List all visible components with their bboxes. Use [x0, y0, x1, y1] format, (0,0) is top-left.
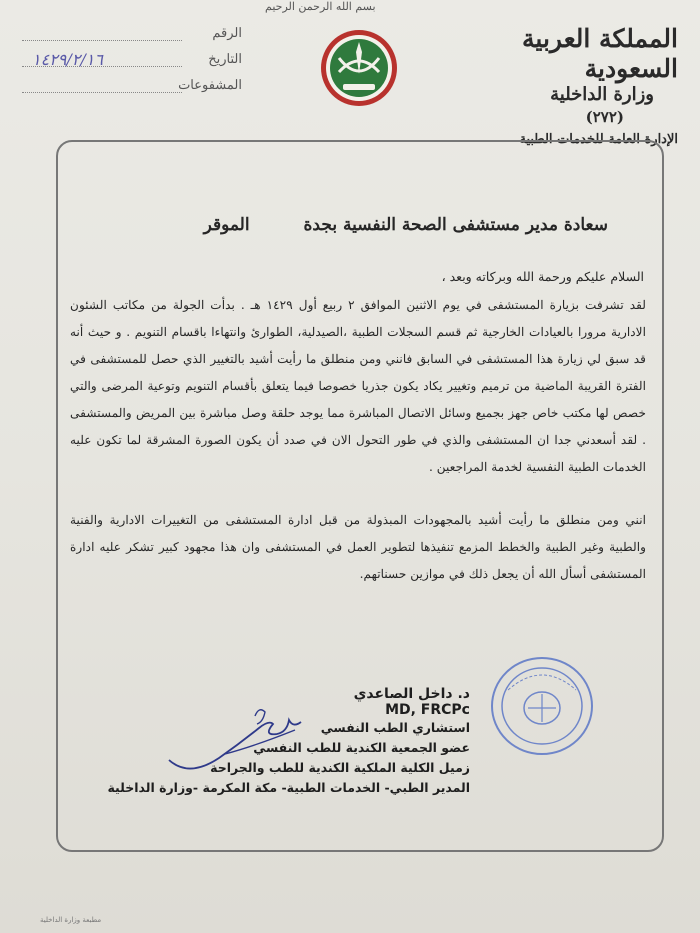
signer-title-4: المدير الطبي- الخدمات الطبية- مكة المكرمة -وزارة الداخلية [107, 780, 470, 795]
recipient: سعادة مدير مستشفى الصحة النفسية بجدة [303, 215, 608, 235]
saudi-emblem-icon [317, 28, 401, 108]
ministry-title: وزارة الداخلية [550, 84, 654, 105]
signer-title-1: استشاري الطب النفسي [320, 720, 470, 735]
department-title: الإدارة العامة للخدمات الطبية [519, 132, 678, 147]
kingdom-title: المملكة العربية السعودية [522, 24, 678, 83]
handwritten-date: ١٤٢٩/٢/١٦ [32, 50, 103, 69]
attachments-row [22, 78, 242, 104]
signer-degree: MD, FRCPc [385, 702, 470, 718]
date-row [22, 52, 242, 78]
honorific: الموقر [203, 215, 250, 235]
ref-dots [22, 40, 182, 41]
attachments-dots [22, 92, 182, 93]
letterhead-left [22, 26, 242, 104]
ministry-code: (٢٧٢) [585, 108, 624, 126]
basmala: بسم الله الرحمن الرحيم [265, 0, 376, 13]
paragraph-1: لقد تشرفت بزيارة المستشفى في يوم الاثنين الموافق ٢ ربيع أول ١٤٢٩ هـ . بدأت الجولة من مكاتب الشئون الادارية مرورا بالعيادات الخارجية ثم قسم السجلات الطبية ،الصيدلية، الطوارئ وانتهاءا باقسام التنويم . و حيث أنه قد سبق لي زيارة هذا المستشفى في السابق فانني ومن منطلق ما رأيت أشيد بالتغيير الذي حصل للمستشفى في الفترة القريبة الماضية من ترميم وتغيير يكاد يكون جذريا خصوصا فيما يتعلق بأقسام التنويم وتوعية المرضى والتي خصص لها مكتب خاص جهز بجميع وسائل الاتصال المباشرة مما يوجد حلقة وصل مباشرة بين المريض والمستشفى . لقد أسعدني جدا ان المستشفى والذي في طور التحول الان في صدد أن يكون الصورة المشرقة لما تكون عليه الخدمات الطبية النفسية لخدمة المراجعين . [70, 298, 646, 474]
attachments-label: المشفوعات [178, 78, 242, 93]
paragraph-2: انني ومن منطلق ما رأيت أشيد بالمجهودات المبذولة من قبل ادارة المستشفى من التغييرات الادارية والفنية والطبية وغير الطبية والخطط المزمع تنفيذها لتطوير العمل في المستشفى وان هذا مجهود كبير تشكر عليه ادارة المستشفى أسأل الله أن يجعل ذلك في موازين حسناتهم. [70, 513, 646, 581]
date-label: التاريخ [208, 52, 242, 67]
signature-block [107, 686, 470, 798]
printer-note: مطبعة وزارة الداخلية [40, 916, 102, 924]
greeting: السلام عليكم ورحمة الله وبركاته وبعد ، [441, 269, 644, 284]
ref-row [22, 26, 242, 52]
letterhead-right [438, 24, 678, 147]
letter-body [62, 215, 654, 588]
official-stamp-icon [488, 654, 596, 758]
signer-title-3: زميل الكلية الملكية الكندية للطب والجراحة [210, 760, 470, 775]
signer-title-2: عضو الجمعية الكندية للطب النفسي [253, 740, 470, 755]
ref-label: الرقم [212, 26, 242, 41]
signer-name: د. داخل الصاعدي [353, 686, 470, 702]
recipient-line [62, 215, 608, 235]
